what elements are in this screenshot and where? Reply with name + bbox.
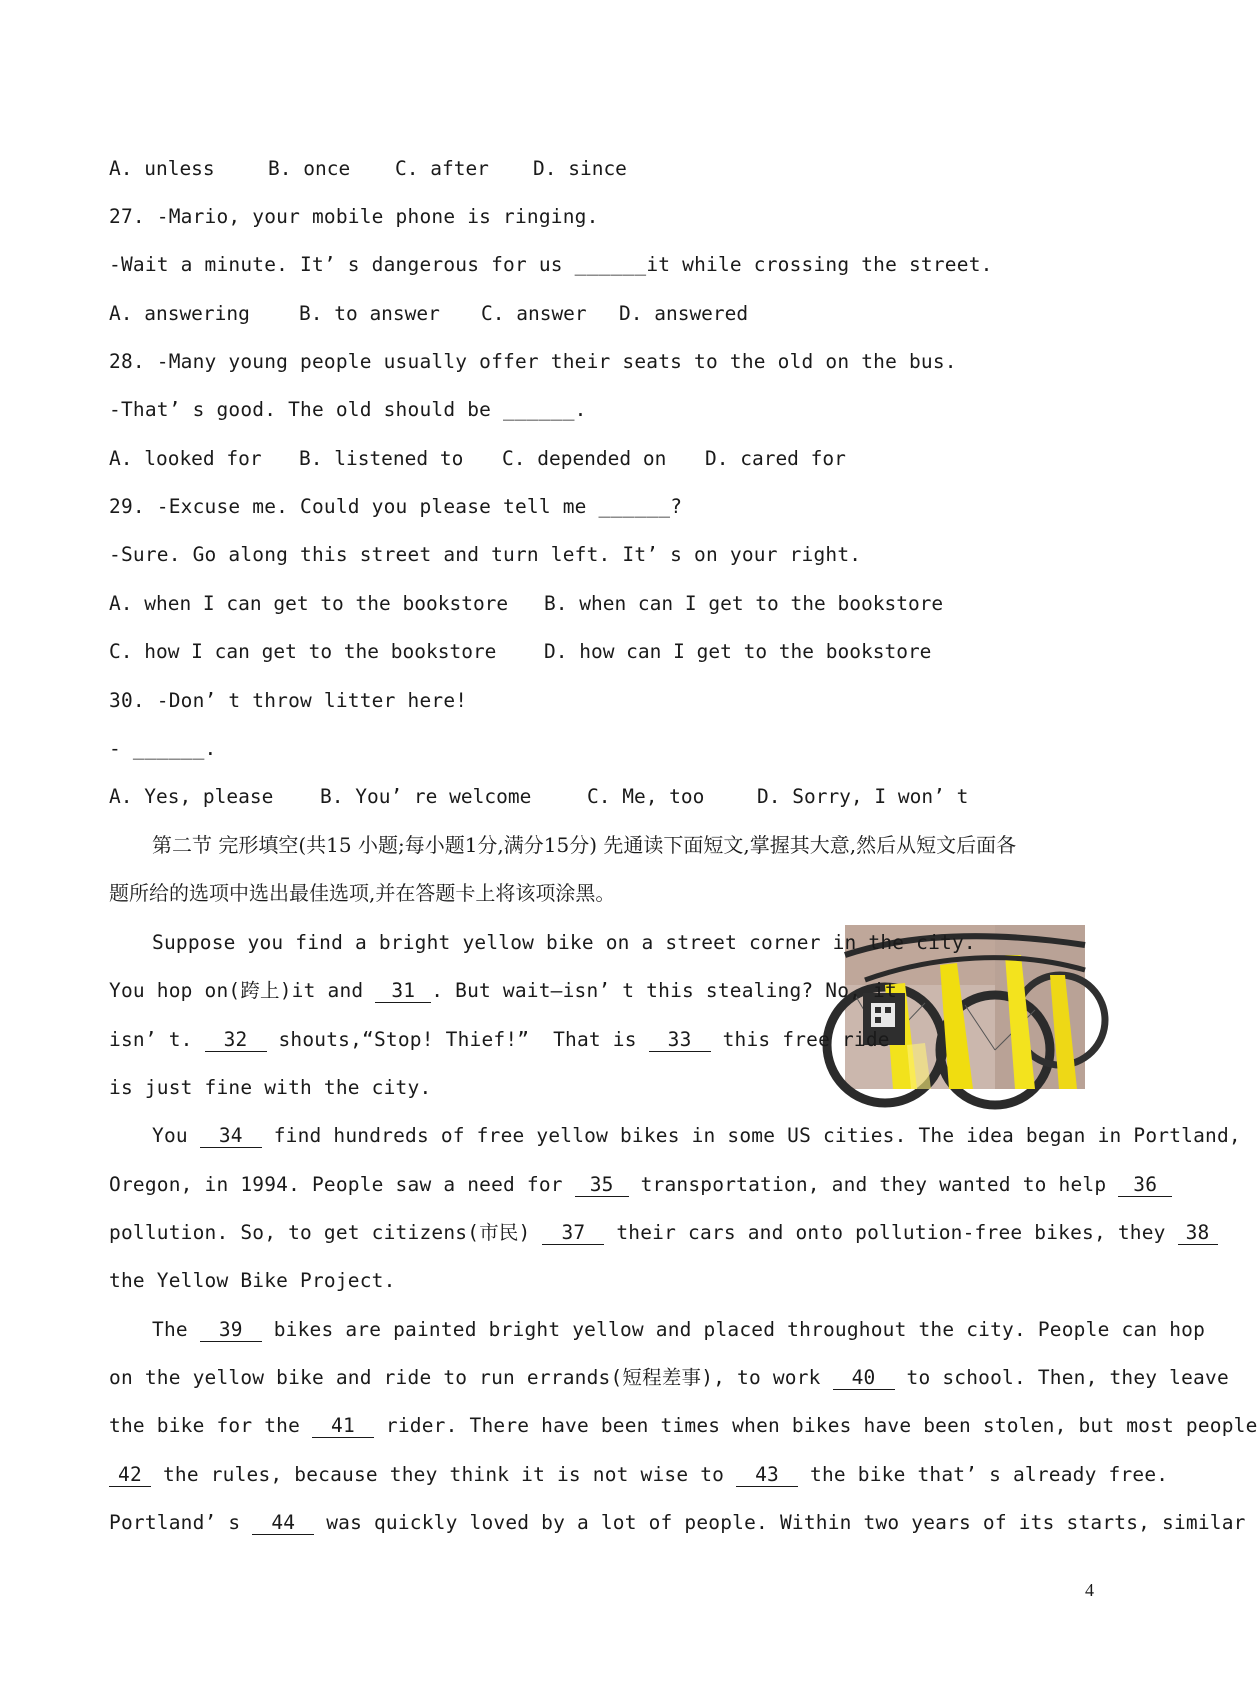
q30-reply: - ______.: [109, 737, 217, 760]
blank-31[interactable]: 31: [375, 980, 431, 1003]
passage-p3-line1: The 39 bikes are painted bright yellow and placed throughout the city. People can hop: [152, 1318, 1206, 1341]
q29-reply: -Sure. Go along this street and turn left. It’ s on your right.: [109, 543, 862, 566]
q27-option-a: A. answering: [109, 302, 250, 325]
q29-option-d: D. how can I get to the bookstore: [544, 640, 932, 663]
passage-p1-line1: Suppose you find a bright yellow bike on a street corner in the city.: [152, 931, 976, 954]
q27-option-b: B. to answer: [299, 302, 440, 325]
q26-option-b: B. once: [268, 157, 351, 180]
passage-p1-line4: is just fine with the city.: [109, 1076, 432, 1099]
blank-44[interactable]: 44: [252, 1512, 314, 1535]
q30-option-b: B. You’ re welcome: [320, 785, 532, 808]
q30-option-a: A. Yes, please: [109, 785, 274, 808]
blank-40[interactable]: 40: [833, 1367, 895, 1390]
q29-option-c: C. how I can get to the bookstore: [109, 640, 497, 663]
passage-p2-line1: You 34 find hundreds of free yellow bikes in some US cities. The idea began in Portland,: [152, 1124, 1241, 1147]
q26-option-c: C. after: [395, 157, 489, 180]
blank-32[interactable]: 32: [205, 1029, 267, 1052]
blank-33[interactable]: 33: [649, 1029, 711, 1052]
blank-43[interactable]: 43: [736, 1464, 798, 1487]
passage-p2-line3: pollution. So, to get citizens(市民) 37 their cars and onto pollution-free bikes, they 38: [109, 1220, 1218, 1246]
q29-blank: ______: [598, 495, 671, 518]
q27-option-d: D. answered: [619, 302, 749, 325]
q29-question: 29. -Excuse me. Could you please tell me ______?: [109, 495, 683, 518]
blank-35[interactable]: 35: [575, 1174, 629, 1197]
q27-option-c: C. answer: [481, 302, 587, 325]
section2-instructions-line2: 题所给的选项中选出最佳选项,并在答题卡上将该项涂黑。: [109, 881, 616, 905]
passage-p3-line2: on the yellow bike and ride to run errands(短程差事), to work 40 to school. Then, they leave: [109, 1366, 1229, 1389]
passage-p1-line2: You hop on(跨上)it and 31 . But wait—isn’ t this stealing? No, it: [109, 979, 897, 1002]
q30-option-c: C. Me, too: [587, 785, 705, 808]
q27-question: 27. -Mario, your mobile phone is ringing.: [109, 205, 599, 228]
blank-36[interactable]: 36: [1118, 1174, 1172, 1197]
q28-reply: -That’ s good. The old should be ______.: [109, 398, 587, 421]
passage-p2-line4: the Yellow Bike Project.: [109, 1269, 396, 1292]
q29-option-a: A. when I can get to the bookstore: [109, 592, 509, 615]
passage-p3-line5: Portland’ s 44 was quickly loved by a lot of people. Within two years of its starts, similar: [109, 1511, 1246, 1534]
blank-37[interactable]: 37: [542, 1222, 604, 1245]
passage-p3-line3: the bike for the 41 rider. There have been times when bikes have been stolen, but most people: [109, 1414, 1258, 1437]
section2-instructions-line1: 第二节 完形填空(共15 小题;每小题1分,满分15分) 先通读下面短文,掌握其大意,然后从短文后面各: [152, 833, 1017, 857]
q30-blank: ______: [132, 737, 205, 760]
passage-p1-line3: isn’ t. 32 shouts,“Stop! Thief!” That is 33 this free ride: [109, 1028, 890, 1051]
q30-question: 30. -Don’ t throw litter here!: [109, 689, 468, 712]
q30-option-d: D. Sorry, I won’ t: [757, 785, 969, 808]
q28-option-d: D. cared for: [705, 447, 846, 470]
q26-option-d: D. since: [533, 157, 627, 180]
blank-38[interactable]: 38: [1178, 1222, 1218, 1245]
q26-option-a: A. unless: [109, 157, 215, 180]
q28-option-b: B. listened to: [299, 447, 464, 470]
q27-blank: ______: [574, 253, 647, 276]
q28-option-c: C. depended on: [502, 447, 667, 470]
passage-p3-line4: 42 the rules, because they think it is not wise to 43 the bike that’ s already free.: [109, 1462, 1168, 1488]
blank-42[interactable]: 42: [109, 1464, 151, 1487]
q28-option-a: A. looked for: [109, 447, 262, 470]
q29-option-b: B. when can I get to the bookstore: [544, 592, 944, 615]
passage-p2-line2: Oregon, in 1994. People saw a need for 35 transportation, and they wanted to help 36: [109, 1172, 1172, 1198]
blank-39[interactable]: 39: [200, 1319, 262, 1342]
q28-question: 28. -Many young people usually offer their seats to the old on the bus.: [109, 350, 957, 373]
q27-reply: -Wait a minute. It’ s dangerous for us ______it while crossing the street.: [109, 253, 993, 276]
q28-blank: ______: [503, 398, 575, 421]
blank-34[interactable]: 34: [200, 1125, 262, 1148]
page-number: 4: [1085, 1580, 1094, 1600]
blank-41[interactable]: 41: [312, 1415, 374, 1438]
